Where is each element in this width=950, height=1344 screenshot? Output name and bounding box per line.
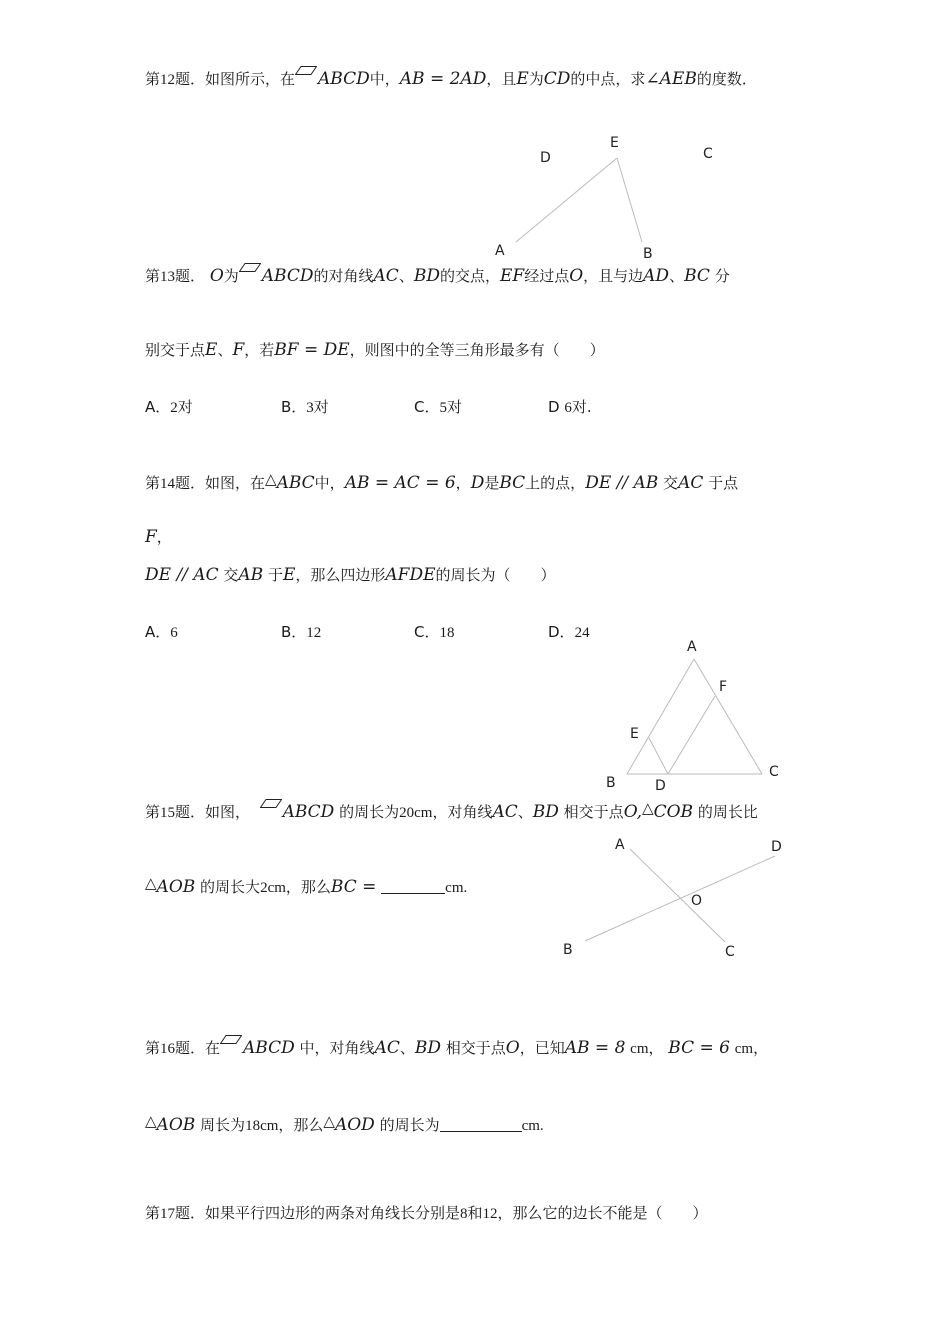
q14-option-c[interactable] xyxy=(414,621,454,644)
q13-sep: 、 xyxy=(217,341,233,359)
q15-text: 题．如图， xyxy=(175,803,251,821)
q14-equation: AB = AC = 6 xyxy=(344,473,456,493)
q12-text: 题．如图所示，在 xyxy=(175,70,296,88)
q16-text: 的周长为 xyxy=(379,1116,440,1134)
q14-text: 上的点， xyxy=(525,474,586,492)
option-value: 24 xyxy=(574,625,590,641)
q12-equation: AB = 2AD xyxy=(399,69,487,89)
q16-text: ，那么 xyxy=(278,1116,324,1134)
q15-label-o: O xyxy=(691,893,703,909)
q15-text: 的周长为 xyxy=(339,803,400,821)
option-unit: 对 xyxy=(313,398,329,416)
q16-text: 相交于点 xyxy=(445,1039,506,1057)
q12-line xyxy=(145,66,757,91)
q14-bc: BC xyxy=(499,473,526,493)
q13-point-o: O xyxy=(209,266,224,286)
q13-sep: 、 xyxy=(669,267,685,285)
q16-text: ，已知 xyxy=(519,1039,565,1057)
q12-label-b: B xyxy=(643,246,653,262)
q15-ac: AC xyxy=(492,802,518,822)
q16-bd: BD xyxy=(414,1038,441,1058)
q15-bd: BD xyxy=(532,802,559,822)
q13-option-b[interactable] xyxy=(281,396,329,419)
q15-triangle-cob: COB xyxy=(653,802,694,822)
q16-text: 中，对角线 xyxy=(299,1039,375,1057)
q13-text: 的对角线 xyxy=(313,267,374,285)
q14-de-parallel-ac: DE // AC xyxy=(145,565,219,585)
q13-text: ，则图中的全等三角形最多有（ ） xyxy=(349,341,605,359)
q16-triangle-aob: AOB xyxy=(156,1115,196,1135)
q15-parallelogram-name: ABCD xyxy=(282,802,335,822)
q13-line-2 xyxy=(145,339,605,361)
q16-unit: cm. xyxy=(521,1118,544,1134)
q15-text: 的周长大 xyxy=(200,878,261,896)
q16-line-2 xyxy=(145,1110,544,1137)
q14-point-e: E xyxy=(282,565,296,585)
q12-text: 的中点，求 xyxy=(570,70,646,88)
q13-number: 13 xyxy=(160,269,176,285)
q14-option-d[interactable] xyxy=(548,621,590,644)
q14-number: 14 xyxy=(160,476,176,492)
option-value: 2 xyxy=(170,400,178,416)
q14-triangle-name: ABC xyxy=(276,473,315,493)
q14-ac: AC xyxy=(678,473,704,493)
q16-prefix: 第 xyxy=(145,1039,161,1057)
q13-prefix: 第 xyxy=(145,267,161,285)
q13-ad: AD xyxy=(643,266,670,286)
q13-ac: AC xyxy=(373,266,399,286)
q13-equation: BF = DE xyxy=(274,340,350,360)
q16-answer-blank[interactable] xyxy=(440,1116,522,1132)
q16-text: ， xyxy=(753,1039,769,1057)
q13-bd: BD xyxy=(413,266,440,286)
q15-label-b: B xyxy=(563,942,573,958)
q16-point-o: O xyxy=(505,1038,520,1058)
q15-label-c: C xyxy=(725,944,735,960)
option-label: D． xyxy=(548,623,575,641)
q15-perimeter: 20cm xyxy=(399,805,433,821)
q16-ab: AB = 8 xyxy=(564,1038,626,1058)
q16-parallelogram-name: ABCD xyxy=(243,1038,295,1058)
q13-bc: BC xyxy=(684,266,710,286)
q14-figure xyxy=(600,635,790,800)
q16-line-1 xyxy=(145,1035,768,1060)
option-value: 12 xyxy=(306,625,322,641)
q17-number: 17 xyxy=(160,1206,176,1222)
q16-ac: AC xyxy=(374,1038,400,1058)
q17-line xyxy=(145,1202,708,1225)
q14-label-f: F xyxy=(719,679,728,695)
q14-text: 交 xyxy=(663,474,679,492)
parallelogram-icon xyxy=(295,66,317,75)
parallelogram-icon xyxy=(220,1035,242,1044)
q14-text: 于 xyxy=(267,566,283,584)
q14-text: ，那么四边形 xyxy=(295,566,386,584)
q12-text: 为 xyxy=(528,70,544,88)
q14-option-b[interactable] xyxy=(281,621,321,644)
q17-text: 题．如果平行四边形的两条对角线长分别是 xyxy=(175,1204,461,1222)
q13-text: ，且与边 xyxy=(583,267,644,285)
option-label: B． xyxy=(281,398,307,416)
option-unit: 对 xyxy=(446,398,462,416)
q14-prefix: 第 xyxy=(145,474,161,492)
q14-label-e: E xyxy=(630,726,639,742)
q13-sep: 、 xyxy=(398,267,414,285)
q15-figure xyxy=(555,830,795,965)
q14-text: 题．如图，在 xyxy=(175,474,266,492)
q14-text: 交 xyxy=(223,566,239,584)
q12-label-a: A xyxy=(495,243,505,259)
q13-option-d[interactable] xyxy=(548,396,592,419)
q13-line-1 xyxy=(145,263,730,288)
q12-parallelogram-name: ABCD xyxy=(318,69,370,89)
q12-label-e: E xyxy=(610,135,619,151)
q14-ab: AB xyxy=(238,565,264,585)
option-label: A． xyxy=(145,623,171,641)
option-label: D xyxy=(548,398,565,416)
q15-triangle-aob: AOB xyxy=(156,877,196,897)
option-unit: 对 xyxy=(177,398,193,416)
q14-label-a: A xyxy=(687,639,697,655)
q14-text: ， xyxy=(156,528,172,546)
q14-label-c: C xyxy=(769,764,779,780)
q15-line-2 xyxy=(145,872,467,899)
q15-unit: cm. xyxy=(445,880,468,896)
q16-text: 周长为 xyxy=(200,1116,246,1134)
triangle-icon: △ xyxy=(145,874,157,892)
q12-prefix: 第 xyxy=(145,70,161,88)
triangle-icon: △ xyxy=(642,799,654,817)
q15-text: 相交于点 xyxy=(563,803,624,821)
q17-value-b: 12 xyxy=(482,1206,498,1222)
q12-number: 12 xyxy=(160,72,176,88)
q13-option-a[interactable] xyxy=(145,396,193,419)
q13-point-f: F xyxy=(232,340,245,360)
triangle-icon: △ xyxy=(145,1112,157,1130)
q14-text: 中， xyxy=(314,474,345,492)
q14-de-parallel-ab: DE // AB xyxy=(585,473,659,493)
option-label: B． xyxy=(281,623,307,641)
q17-text: 和 xyxy=(467,1204,483,1222)
q16-number: 16 xyxy=(160,1041,176,1057)
q16-bc: BC = 6 xyxy=(668,1038,730,1058)
q16-unit: cm xyxy=(734,1041,754,1057)
q12-label-d: D xyxy=(540,150,551,166)
q13-text: 经过点 xyxy=(524,267,570,285)
q14-line-1 xyxy=(145,468,738,495)
q17-text: ，那么它的边长不能是（ ） xyxy=(497,1204,708,1222)
q12-figure xyxy=(490,130,730,265)
q13-point-e: E xyxy=(205,340,218,360)
option-value: 3 xyxy=(306,400,314,416)
q16-text: 题．在 xyxy=(175,1039,221,1057)
q15-answer-blank[interactable] xyxy=(381,878,445,894)
q15-number: 15 xyxy=(160,805,176,821)
q15-point-o: O, xyxy=(623,802,643,822)
q13-option-c[interactable] xyxy=(414,396,462,419)
option-unit: 对. xyxy=(571,398,592,416)
q13-text: 的交点， xyxy=(439,267,500,285)
q14-text: ， xyxy=(455,474,471,492)
option-value: 6 xyxy=(564,400,572,416)
q15-difference: 2cm xyxy=(260,880,286,896)
q14-label-d: D xyxy=(655,778,666,794)
q14-text: 是 xyxy=(484,474,500,492)
q13-parallelogram-name: ABCD xyxy=(261,266,314,286)
q15-line-1 xyxy=(145,797,758,824)
q14-line-2 xyxy=(145,526,172,548)
q14-option-a[interactable] xyxy=(145,621,178,644)
q13-ef: EF xyxy=(499,266,525,286)
option-label: C． xyxy=(414,623,440,641)
q12-text: ，且 xyxy=(486,70,517,88)
parallelogram-icon xyxy=(239,263,261,272)
triangle-icon: △ xyxy=(323,1112,335,1130)
q12-text: 中， xyxy=(369,70,400,88)
parallelogram-icon xyxy=(260,799,282,808)
option-value: 6 xyxy=(170,625,178,641)
q15-text: ，那么 xyxy=(285,878,331,896)
q12-angle: ∠AEB xyxy=(645,69,697,89)
q14-line-3 xyxy=(145,564,556,586)
q13-text: 别交于点 xyxy=(145,341,206,359)
q13-text: ，若 xyxy=(244,341,275,359)
q15-text: ，对角线 xyxy=(432,803,493,821)
q16-sep: 、 xyxy=(399,1039,415,1057)
q16-triangle-aod: AOD xyxy=(334,1115,375,1135)
q16-text: ， xyxy=(648,1039,664,1057)
q15-text: 的周长比 xyxy=(697,803,758,821)
q13-point-o: O xyxy=(569,266,584,286)
q15-label-d: D xyxy=(771,839,782,855)
option-label: C． xyxy=(414,398,440,416)
q14-quadrilateral: AFDE xyxy=(385,565,436,585)
q13-text: 题． xyxy=(175,267,206,285)
q12-segment-cd: CD xyxy=(543,69,571,89)
triangle-icon: △ xyxy=(265,470,277,488)
q13-text: 分 xyxy=(714,267,730,285)
q17-value-a: 8 xyxy=(460,1206,468,1222)
q13-text: 为 xyxy=(223,267,239,285)
q12-point-e: E xyxy=(516,69,529,89)
q12-text: 的度数． xyxy=(696,70,757,88)
q14-point-d: D xyxy=(470,473,485,493)
q14-text: 的周长为（ ） xyxy=(435,566,556,584)
q14-point-f: F xyxy=(145,527,157,547)
q15-label-a: A xyxy=(615,837,625,853)
q16-perimeter: 18cm xyxy=(245,1118,279,1134)
q17-prefix: 第 xyxy=(145,1204,161,1222)
q14-text: 于点 xyxy=(708,474,739,492)
q14-label-b: B xyxy=(606,775,616,791)
q12-label-c: C xyxy=(703,146,713,162)
option-value: 18 xyxy=(439,625,455,641)
q15-bc: BC = xyxy=(330,877,377,897)
option-label: A． xyxy=(145,398,171,416)
q16-unit: cm xyxy=(630,1041,649,1057)
option-value: 5 xyxy=(439,400,447,416)
q15-sep: 、 xyxy=(517,803,533,821)
q15-prefix: 第 xyxy=(145,803,161,821)
